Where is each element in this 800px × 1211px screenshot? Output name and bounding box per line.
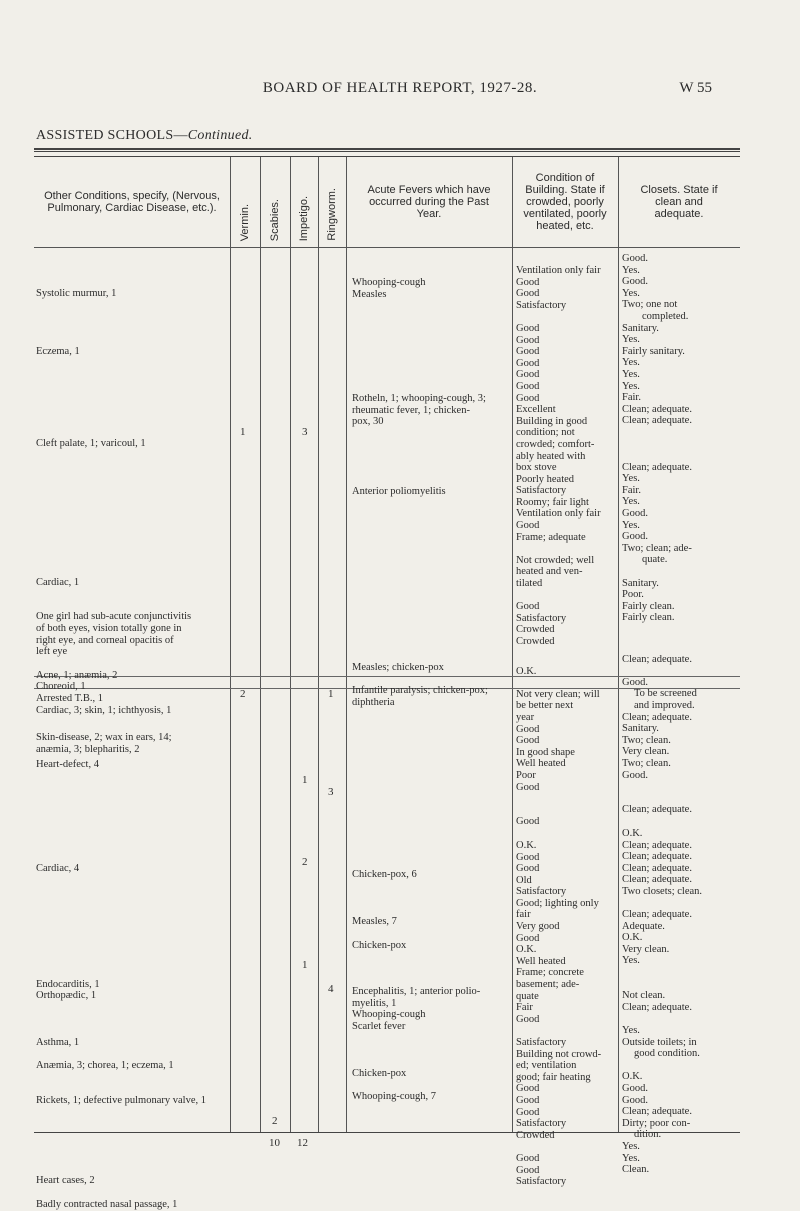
building-entry: Well heated [516, 758, 566, 770]
building-entry: crowded; comfort- [516, 438, 595, 450]
impetigo-count: 1 [302, 959, 308, 971]
closet-entry: Very clean. [622, 746, 670, 758]
fever-entry: pox, 30 [352, 416, 384, 428]
closet-entry: Clean. [622, 1164, 650, 1176]
closet-entry [622, 781, 738, 793]
building-entry: Satisfactory [516, 1118, 567, 1130]
fever-entry: Scarlet fever [352, 1020, 406, 1032]
col-divider [290, 157, 291, 1132]
fever-entry: Anterior poliomyelitis [352, 485, 446, 497]
fever-entry: Encephalitis, 1; anterior polio- [352, 986, 481, 998]
header-scabies-label: Scabies. [269, 198, 281, 241]
closet-entry: Yes. [622, 287, 640, 299]
building-entry: Good [516, 735, 540, 747]
building-entry: Crowded [516, 624, 555, 636]
condition-entry: Arrested T.B., 1 [36, 692, 103, 704]
closet-entry: Poor. [622, 589, 644, 601]
building-entry: Good [516, 601, 540, 613]
building-entry: Not crowded; well [516, 554, 595, 566]
impetigo-count: 12 [297, 1137, 308, 1149]
building-entry: Satisfactory [516, 1176, 567, 1188]
condition-entry: anæmia, 3; blepharitis, 2 [36, 743, 140, 755]
building-entry [516, 793, 616, 805]
ringworm-count: 4 [328, 983, 334, 995]
col-divider [512, 157, 513, 1132]
closet-entry: Clean; adequate. [622, 403, 692, 415]
closet-entry: Good. [622, 676, 648, 688]
building-entry: be better next [516, 700, 574, 712]
header-vermin-label: Vermin. [239, 203, 251, 241]
building-entry [516, 311, 616, 323]
building-entry: Good [516, 276, 540, 288]
building-entry: Good [516, 334, 540, 346]
closet-entry: Very clean. [622, 943, 670, 955]
closet-entry: quate. [642, 554, 668, 566]
header-building: Condition of Building. State if crowded, poorly ventilated, poorly heated, etc. [523, 172, 607, 232]
closet-entry: Sanitary. [622, 322, 659, 334]
fever-entry: Infantile paralysis; chicken-pox; [352, 685, 488, 697]
header-impetigo-label: Impetigo. [298, 195, 310, 241]
closet-entry: Fair. [622, 484, 641, 496]
building-entry: Good [516, 851, 540, 863]
building-entry: Good [516, 357, 540, 369]
closet-entry: Good. [622, 1094, 648, 1106]
building-entry: tilated [516, 578, 543, 590]
closet-entry [622, 967, 738, 979]
condition-entry: Badly contracted nasal passage, 1 [36, 1199, 178, 1211]
closet-entry: Good. [622, 1082, 648, 1094]
building-entry: O.K. [516, 839, 537, 851]
closet-entry: Clean; adequate. [622, 804, 692, 816]
header-impetigo [290, 157, 318, 247]
condition-entry: Cleft palate, 1; varicoul, 1 [36, 438, 146, 450]
fever-entry: myelitis, 1 [352, 997, 397, 1009]
building-entry: basement; ade- [516, 979, 580, 991]
building-column [516, 253, 616, 1188]
col-divider [318, 157, 319, 1132]
building-entry: Satisfactory [516, 886, 567, 898]
building-entry: Good [516, 1152, 540, 1164]
closet-entry: O.K. [622, 1071, 643, 1083]
closet-entry: Yes. [622, 1025, 640, 1036]
building-entry: Good; lighting only [516, 897, 599, 909]
building-entry: ably heated with [516, 450, 586, 462]
closet-entry: Clean; adequate. [622, 862, 692, 874]
building-entry: Good [516, 1083, 540, 1095]
building-entry: box stove [516, 462, 557, 474]
closet-entry [622, 897, 738, 909]
closet-entry [622, 665, 738, 677]
building-entry: heated and ven- [516, 566, 583, 578]
building-entry: O.K. [516, 665, 537, 677]
closet-entry: Yes. [622, 380, 640, 392]
closet-entry: Fairly sanitary. [622, 345, 685, 357]
closet-entry: Fairly clean. [622, 612, 675, 624]
building-entry: Good [516, 932, 540, 944]
building-entry: Fair [516, 1002, 533, 1014]
section-title-main: ASSISTED SCHOOLS— [36, 128, 188, 143]
closet-entry: Yes. [622, 264, 640, 276]
fever-entry: Whooping-cough, 7 [352, 1091, 436, 1103]
building-entry: fair [516, 909, 531, 921]
building-entry: Poor [516, 769, 536, 781]
building-entry: Good [516, 723, 540, 735]
header-scabies [260, 157, 290, 247]
closet-entry: Clean; adequate. [622, 711, 692, 723]
closet-entry: Yes. [622, 334, 640, 346]
closet-entry: Sanitary. [622, 723, 659, 735]
building-entry: good; fair heating [516, 1071, 591, 1083]
closet-entry: Two closets; clean. [622, 885, 703, 897]
health-table [34, 156, 740, 1211]
condition-entry: Eczema, 1 [36, 345, 80, 357]
building-entry: Satisfactory [516, 299, 567, 311]
closet-entry: Clean; adequate. [622, 1001, 692, 1013]
building-entry: ed; ventilation [516, 1060, 577, 1072]
condition-entry: Cardiac, 1 [36, 576, 80, 588]
closet-entry: Two; clean. [622, 757, 671, 769]
closet-entry [622, 979, 738, 991]
building-entry [516, 590, 616, 602]
vermin-count: 2 [240, 688, 246, 700]
building-entry: Frame; concrete [516, 967, 584, 979]
col-divider [618, 157, 619, 1132]
building-entry: Satisfactory [516, 1037, 567, 1048]
closet-entry [622, 1060, 738, 1072]
closet-entry: Good. [622, 276, 648, 288]
closet-entry: Two; one not [622, 299, 678, 311]
closet-entry: Adequate. [622, 920, 665, 932]
page-header [0, 80, 800, 100]
closet-entry: Clean; adequate. [622, 839, 692, 851]
report-title: BOARD OF HEALTH REPORT, 1927-28. [262, 80, 538, 96]
page-number: W 55 [679, 80, 712, 96]
closet-entry: Clean; adequate. [622, 1106, 692, 1118]
condition-entry: Anæmia, 3; chorea, 1; eczema, 1 [36, 1060, 174, 1072]
closet-entry: Clean; adequate. [622, 851, 692, 863]
impetigo-count: 1 [302, 774, 308, 786]
closet-entry: Clean; adequate. [622, 653, 692, 665]
closet-entry: Outside toilets; in [622, 1036, 697, 1048]
closet-entry: Yes. [622, 368, 640, 380]
closet-entry: Good. [622, 769, 648, 781]
col-divider [346, 157, 347, 1132]
building-entry: Satisfactory [516, 485, 567, 497]
building-entry: Frame; adequate [516, 531, 586, 543]
closet-entry: Two; clean. [622, 734, 671, 746]
section-title-continued: Continued. [187, 128, 253, 143]
building-entry: Building not crowd- [516, 1048, 602, 1060]
condition-entry: One girl had sub-acute conjunctivitis [36, 611, 192, 623]
fever-entry: Rotheln, 1; whooping-cough, 3; [352, 393, 486, 405]
fever-entry: Whooping-cough [352, 1009, 426, 1021]
building-entry: Good [516, 863, 540, 875]
condition-entry: Heart-defect, 4 [36, 759, 99, 771]
closet-entry: Good. [622, 531, 648, 543]
closet-entry: Yes. [622, 955, 640, 967]
closet-entry [622, 793, 738, 805]
building-entry: quate [516, 990, 539, 1002]
building-entry: condition; not [516, 427, 575, 439]
building-entry [516, 1141, 616, 1153]
fever-entry: rheumatic fever, 1; chicken- [352, 404, 470, 416]
building-entry: In good shape [516, 746, 575, 758]
building-entry: Good [516, 392, 540, 404]
closet-entry: Not clean. [622, 990, 666, 1002]
closet-entry [622, 1013, 738, 1025]
closet-entry: and improved. [634, 699, 695, 711]
closet-entry [622, 439, 738, 451]
condition-entry: Orthopædic, 1 [36, 990, 97, 1002]
building-entry: Not very clean; will [516, 688, 600, 700]
building-entry: Old [516, 874, 532, 886]
building-entry: Crowded [516, 636, 555, 647]
fever-entry: Chicken-pox [352, 939, 407, 951]
header-closets: Closets. State if clean and adequate. [640, 184, 718, 220]
ringworm-count: 3 [328, 786, 334, 798]
condition-entry: Asthma, 1 [36, 1036, 80, 1048]
building-entry: Crowded [516, 1129, 555, 1141]
fever-entry: diphtheria [352, 696, 395, 708]
closet-entry: To be screened [634, 688, 697, 700]
building-entry: Ventilation only fair [516, 265, 601, 276]
condition-entry: Heart cases, 2 [36, 1175, 95, 1187]
closet-entry: Clean; adequate. [622, 874, 692, 886]
condition-entry: Cardiac, 4 [36, 862, 80, 874]
building-entry [516, 543, 616, 555]
condition-entry: Systolic murmur, 1 [36, 288, 117, 299]
closet-entry [622, 450, 738, 462]
condition-entry: Skin-disease, 2; wax in ears, 14; [36, 732, 172, 744]
building-entry: Good [516, 1106, 540, 1118]
closet-entry: Dirty; poor con- [622, 1117, 691, 1129]
closet-entry: Sanitary. [622, 577, 659, 589]
fevers-column [352, 253, 510, 1103]
building-entry: Building in good [516, 415, 588, 427]
closet-entry: Yes. [622, 473, 640, 485]
closet-entry [622, 624, 738, 636]
building-entry: Good [516, 816, 540, 828]
building-entry: Good [516, 781, 540, 793]
closet-entry: Fair. [622, 392, 641, 404]
closet-entry: Yes. [622, 1152, 640, 1164]
fever-entry: Chicken-pox [352, 1067, 407, 1079]
building-entry: Good [516, 288, 540, 300]
building-entry: Excellent [516, 404, 556, 416]
fever-entry: Measles, 7 [352, 915, 397, 927]
closet-entry: good condition. [634, 1048, 700, 1060]
fever-entry: Whooping-cough [352, 277, 426, 288]
building-entry: Poorly heated [516, 473, 575, 485]
condition-entry: Endocarditis, 1 [36, 978, 100, 990]
scabies-count: 1 [240, 426, 246, 438]
fever-entry: Chicken-pox, 6 [352, 869, 417, 881]
building-entry: year [516, 711, 535, 723]
header-ringworm-label: Ringworm. [326, 188, 338, 241]
building-entry [516, 677, 616, 689]
building-entry [516, 805, 616, 817]
closet-entry: Fairly clean. [622, 600, 675, 612]
closet-entry: Good. [622, 508, 648, 520]
condition-entry: Choreoid, 1 [36, 681, 86, 693]
condition-entry: of both eyes, vision totally gone in [36, 622, 182, 634]
scabies-count: 10 [269, 1137, 280, 1149]
building-entry: Good [516, 1094, 540, 1106]
building-entry: Good [516, 346, 540, 358]
closet-entry: Good. [622, 253, 648, 264]
condition-entry: right eye, and corneal opacitis of [36, 634, 174, 646]
fever-entry: Measles [352, 288, 387, 300]
closet-entry: dition. [634, 1129, 662, 1141]
building-entry: O.K. [516, 944, 537, 956]
building-entry: Good [516, 369, 540, 381]
closet-entry: completed. [642, 310, 689, 322]
condition-entry: left eye [36, 646, 68, 658]
header-vermin [230, 157, 260, 247]
closet-entry: Yes. [622, 496, 640, 508]
closet-entry: O.K. [622, 932, 643, 944]
building-entry: Ventilation only fair [516, 508, 601, 520]
scabies-count: 2 [272, 1115, 278, 1127]
building-entry [516, 1025, 616, 1037]
closet-entry: Yes. [622, 357, 640, 369]
closet-entry: O.K. [622, 827, 643, 839]
condition-entry: Rickets, 1; defective pulmonary valve, 1 [36, 1094, 206, 1106]
header-fevers: Acute Fevers which have occurred during the Past Year. [367, 184, 491, 220]
closet-entry: Yes. [622, 1140, 640, 1152]
header-ringworm [318, 157, 346, 247]
closet-entry: Clean; adequate. [622, 909, 692, 921]
closet-entry: Clean; adequate. [622, 461, 692, 473]
condition-entry: Acne, 1; anæmia, 2 [36, 669, 118, 681]
building-entry: Good [516, 520, 540, 532]
top-rule-thin [34, 151, 740, 152]
closets-column [622, 253, 738, 1176]
closet-entry: Two; clean; ade- [622, 542, 692, 554]
closet-entry: Yes. [622, 519, 640, 531]
building-entry: Good [516, 1013, 540, 1025]
col-divider [230, 157, 231, 1132]
condition-entry: Cardiac, 3; skin, 1; ichthyosis, 1 [36, 704, 172, 716]
top-rule [34, 148, 740, 150]
ringworm-count: 3 [302, 426, 308, 438]
ringworm-count: 1 [328, 688, 334, 700]
fever-entry: Measles; chicken-pox [352, 661, 444, 673]
col-divider [260, 157, 261, 1132]
header-rule [34, 247, 740, 248]
closet-entry [622, 427, 738, 439]
building-entry: Very good [516, 921, 560, 933]
section-title [36, 128, 253, 144]
conditions-column [36, 253, 228, 1211]
building-entry: Good [516, 322, 540, 334]
building-entry: Well heated [516, 955, 566, 967]
building-entry: Good [516, 1164, 540, 1176]
impetigo-count: 2 [302, 856, 308, 868]
closet-entry: Clean; adequate. [622, 415, 692, 427]
building-entry: Roomy; fair light [516, 496, 589, 508]
building-entry: Good [516, 380, 540, 392]
header-conditions: Other Conditions, specify, (Nervous, Pulmonary, Cardiac Disease, etc.). [44, 190, 220, 214]
building-entry: Satisfactory [516, 612, 567, 624]
closet-entry [622, 566, 738, 578]
